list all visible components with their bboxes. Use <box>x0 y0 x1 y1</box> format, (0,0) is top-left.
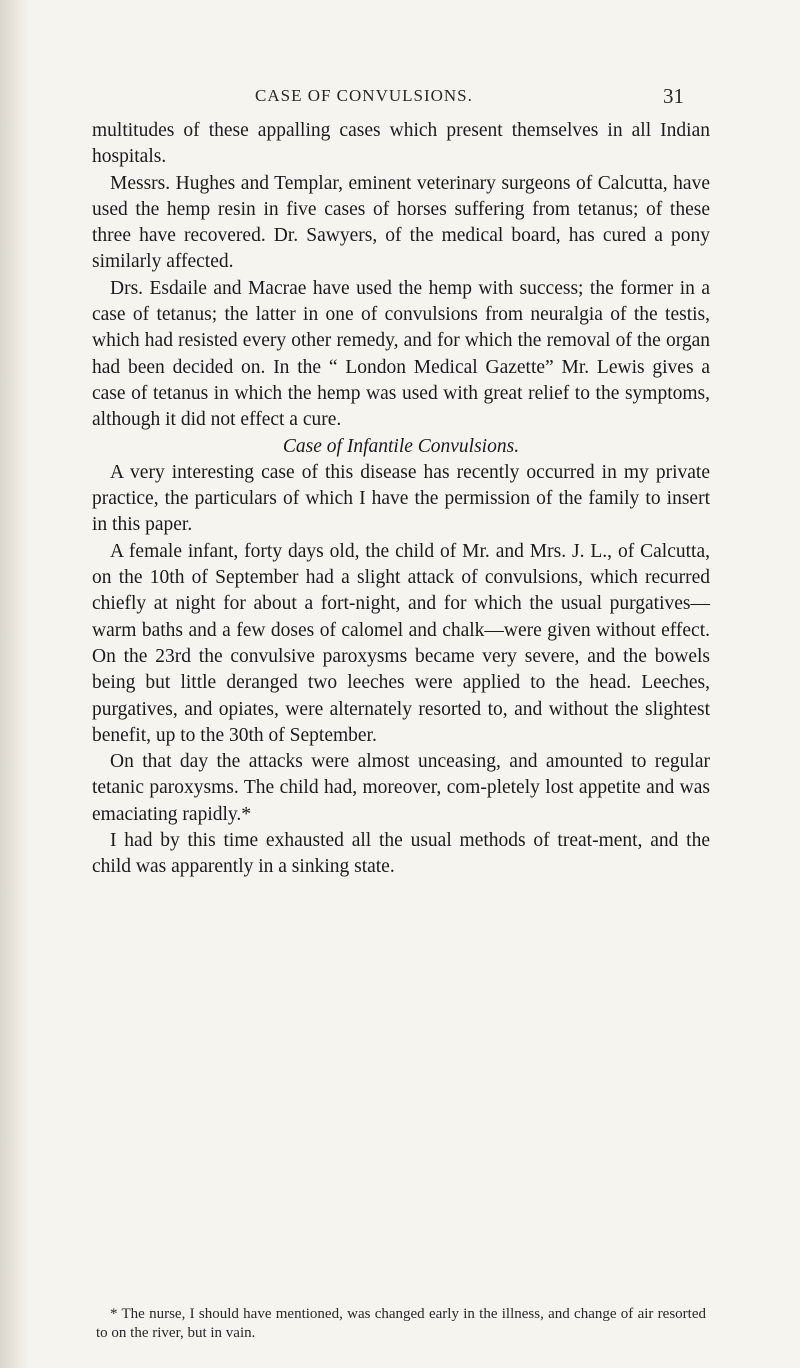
paragraph: A female infant, forty days old, the child of Mr. and Mrs. J. L., of Calcutta, on the 10th of September had a slight attack of convulsions, which recurred chiefly at night for about a fort-night, and for which the usual purgatives—warm baths and a few doses of calomel and chalk—were given without effect. On the 23rd the convulsive paroxysms became very severe, and the bowels being but little deranged two leeches were applied to the head. Leeches, purgatives, and opiates, were alternately resorted to, and without the slightest benefit, up to the 30th of September. <box>92 540 710 746</box>
paragraph: A very interesting case of this disease has recently occurred in my private practice, the particulars of which I have the permission of the family to insert in this paper. <box>92 461 710 536</box>
paragraph: Drs. Esdaile and Macrae have used the hemp with success; the former in a case of tetanus; the latter in one of convulsions from neuralgia of the testis, which had resisted every other remedy, and for which the removal of the organ had been decided on. In the “ London Medical Gazette” Mr. Lewis gives a case of tetanus in which the hemp was used with great relief to the symptoms, although it did not effect a cure. <box>92 277 710 431</box>
page-number: 31 <box>663 84 684 108</box>
page-gutter-shadow <box>0 0 30 1368</box>
running-head <box>0 86 800 110</box>
paragraph: Messrs. Hughes and Templar, eminent veterinary surgeons of Calcutta, have used the hemp resin in five cases of horses suffering from tetanus; of these three have recovered. Dr. Sawyers, of the medical board, has cured a pony similarly affected. <box>92 172 710 273</box>
paragraph: multitudes of these appalling cases which present themselves in all Indian hospitals. <box>92 120 710 168</box>
footnote: * The nurse, I should have mentioned, was changed early in the illness, and change of air resorted to on the river, but in vain. <box>96 1306 706 1341</box>
section-heading: Case of Infantile Convulsions. <box>282 435 520 457</box>
paragraph: I had by this time exhausted all the usual methods of treat-ment, and the child was apparently in a sinking state. <box>92 830 710 878</box>
running-title: CASE OF CONVULSIONS. <box>255 86 473 105</box>
paragraph: On that day the attacks were almost unceasing, and amounted to regular tetanic paroxysms. The child had, moreover, com-pletely lost appetite and was emaciating rapidly.* <box>92 751 710 825</box>
body-text <box>92 118 710 881</box>
